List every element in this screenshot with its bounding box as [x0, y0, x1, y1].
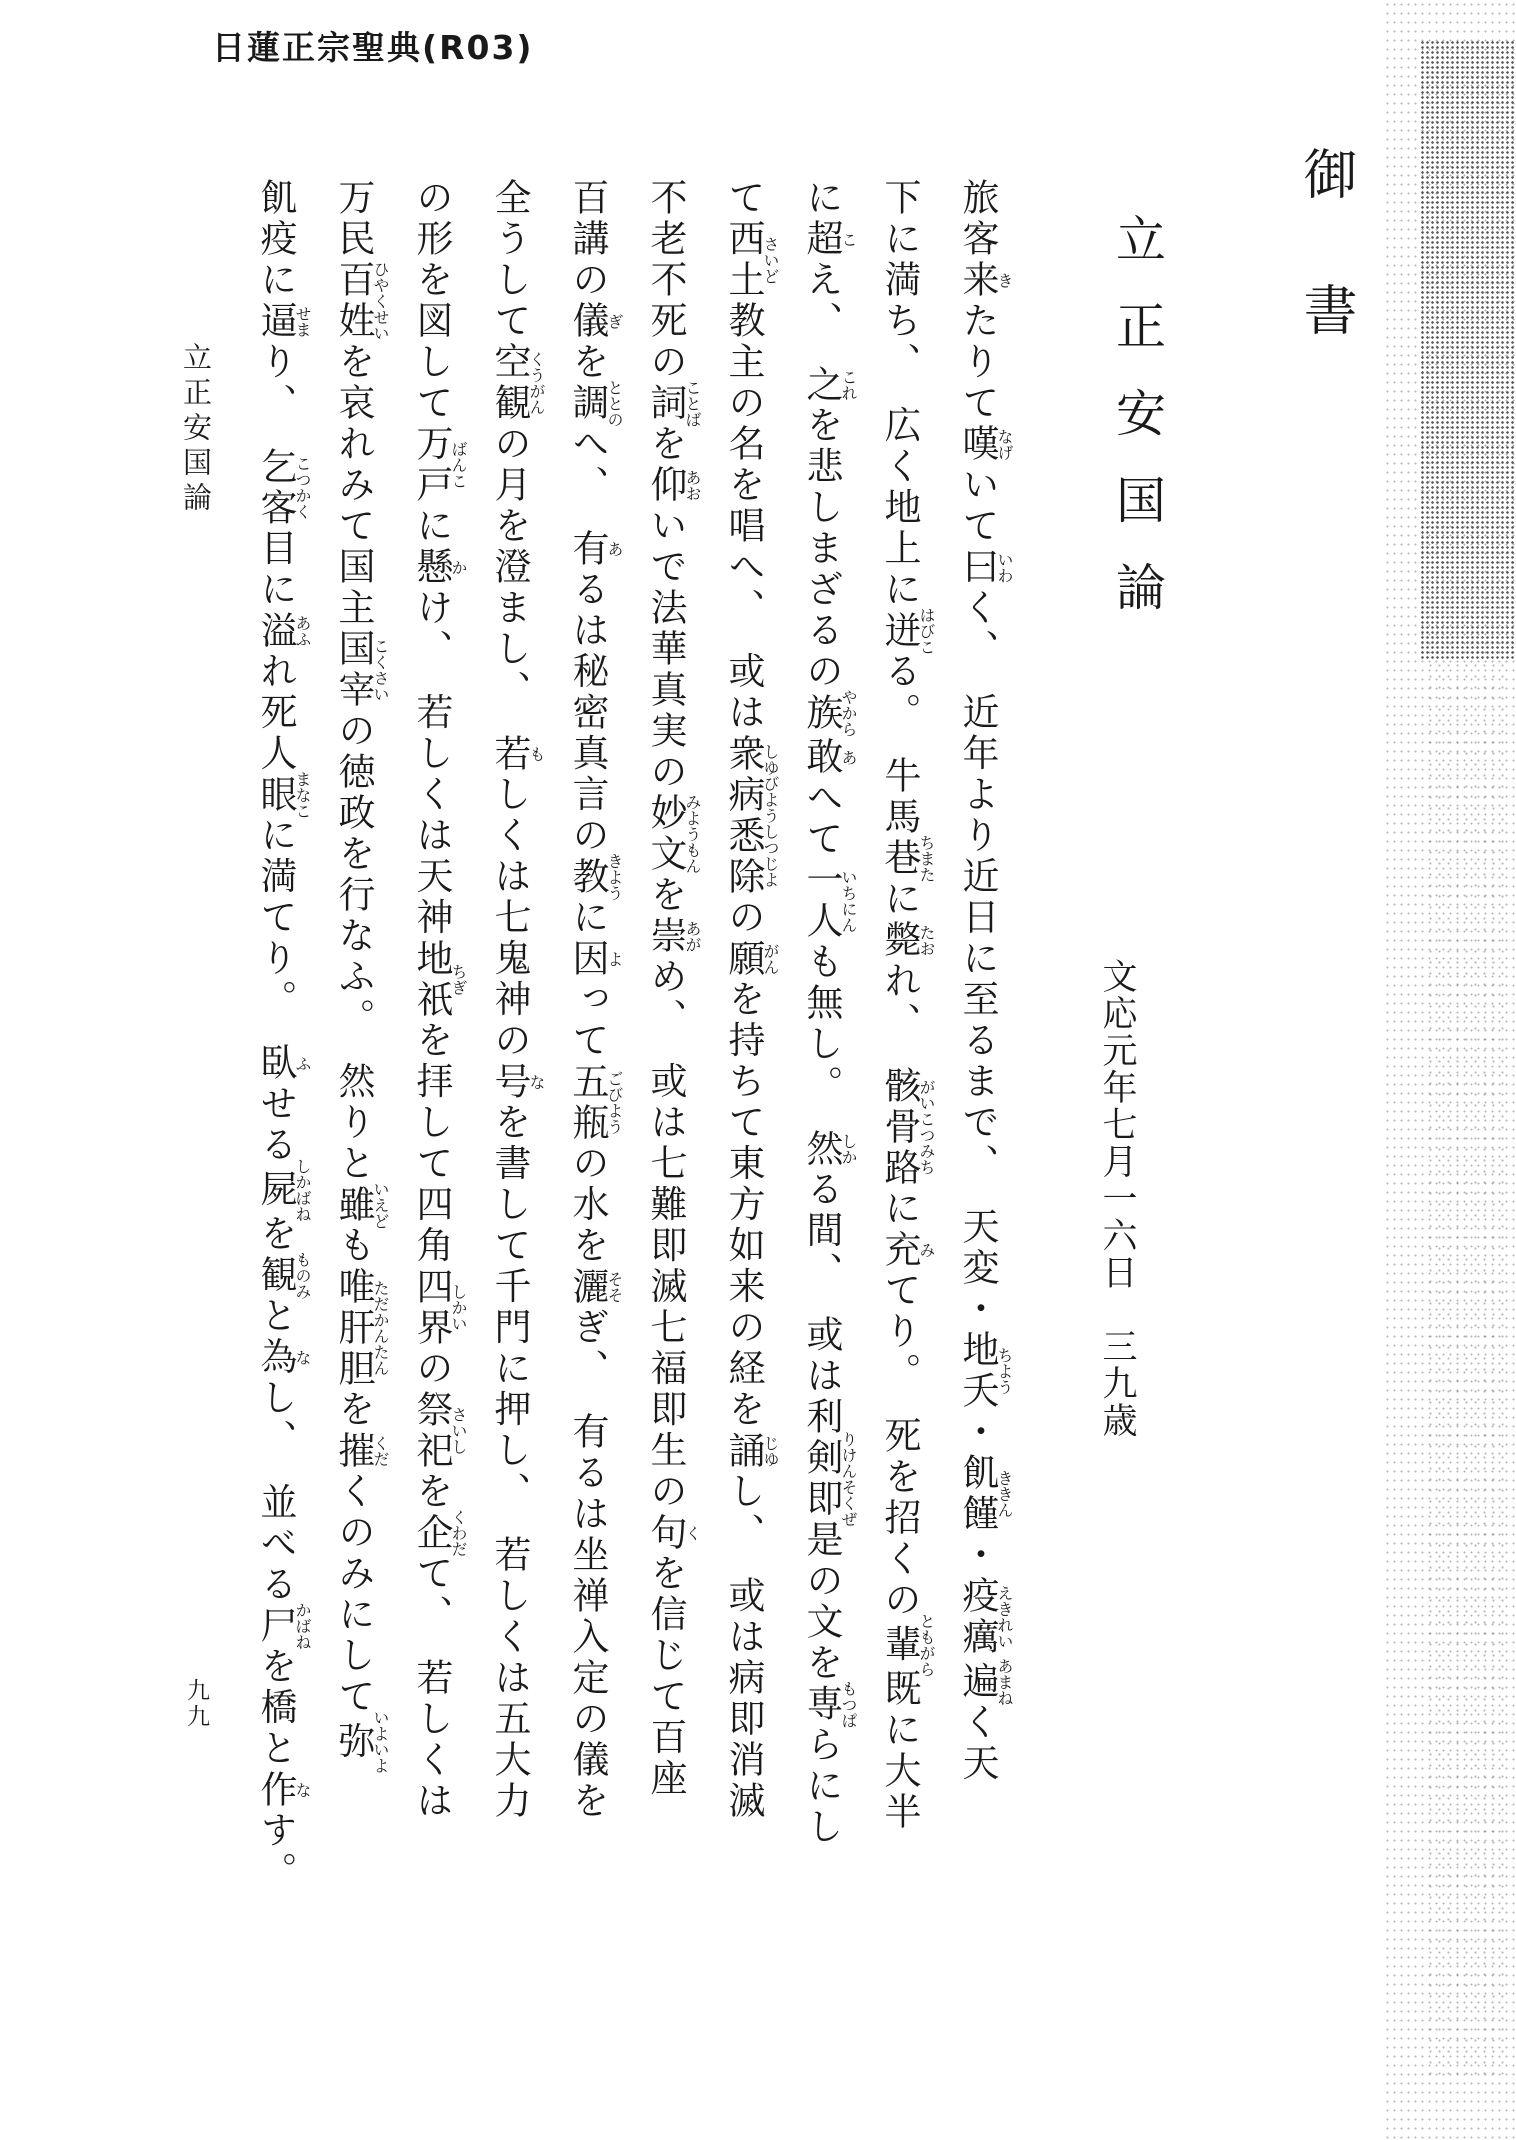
text-column: 飢疫に逼せまり、 乞客こつかく目に溢あふれ死人眼まなこに満てり。 臥ふせる屍しかばねを観ものみと為なし、 並べる尸かばねを橋と作なす。 — [254, 178, 312, 1893]
body-text — [236, 178, 1016, 2058]
book-header: 日蓮正宗聖典(R03) — [212, 28, 534, 67]
date-age-line: 文応元年七月一六日 三九歳 — [1097, 958, 1137, 1439]
work-title: 立正安国論 — [1108, 213, 1166, 648]
text-column: て西土さいど教主の名を唱へ、 或は衆病悉除しゆびようしつじよの願がんを持ちて東方如来の経を誦じゆし、 或は病即消滅 — [722, 178, 780, 1822]
text-column: 万民百姓ひやくせいを哀れみて国主国宰こくさいの徳政を行なふ。 然りと雖いえども唯肝胆ただかんたんを摧くだくのみにして弥いよいよ — [332, 178, 390, 1774]
text-column: の形を図して万戸ばんこに懸かけ、 若しくは天神地祇ちぎを拝して四角四界しかいの祭祀さいしを企くわだて、 若しくは — [410, 178, 468, 1822]
margin-title: 立正安国論 — [179, 342, 213, 517]
page-edge-scan-artifact-dense — [1420, 40, 1516, 660]
page-number: 九九 — [183, 1678, 209, 1730]
text-column: に超こえ、 之これを悲しまざるの族やから敢あへて一人いちにんも無し。 然しかる間、 或は利剣即是りけんそくぜの文を専もつぱらにし — [800, 178, 858, 1848]
text-column: 旅客来きたりて嘆なげいて曰いわく、 近年より近日に至るまで、 天変・地夭ちよう・飢饉ききん・疫癘えきれい遍あまねく天 — [956, 178, 1014, 1785]
text-column: 百講の儀ぎを調ととのへ、 有あるは秘密真言の教きように因よって五瓶ごびようの水を灑そそぎ、 有るは坐禅入定の儀を — [566, 178, 624, 1822]
text-column: 不老不死の詞ことばを仰あおいで法華真実の妙文みようもんを崇あがめ、 或は七難即滅七福即生の句くを信じて百座 — [644, 178, 702, 1800]
collection-title: 御書 — [1295, 146, 1358, 418]
text-column: 全うして空観くうがんの月を澄まし、 若もしくは七鬼神の号なを書して千門に押し、 若しくは五大力 — [488, 178, 546, 1822]
page-edge-scan-artifact-mid — [1426, 660, 1510, 2080]
text-column: 下に満ち、 広く地上に迸はびこる。 牛馬巷ちまたに斃たおれ、 骸骨路がいこつみちに充みてり。 死を招くの輩ともがら既に大半 — [878, 178, 936, 1833]
